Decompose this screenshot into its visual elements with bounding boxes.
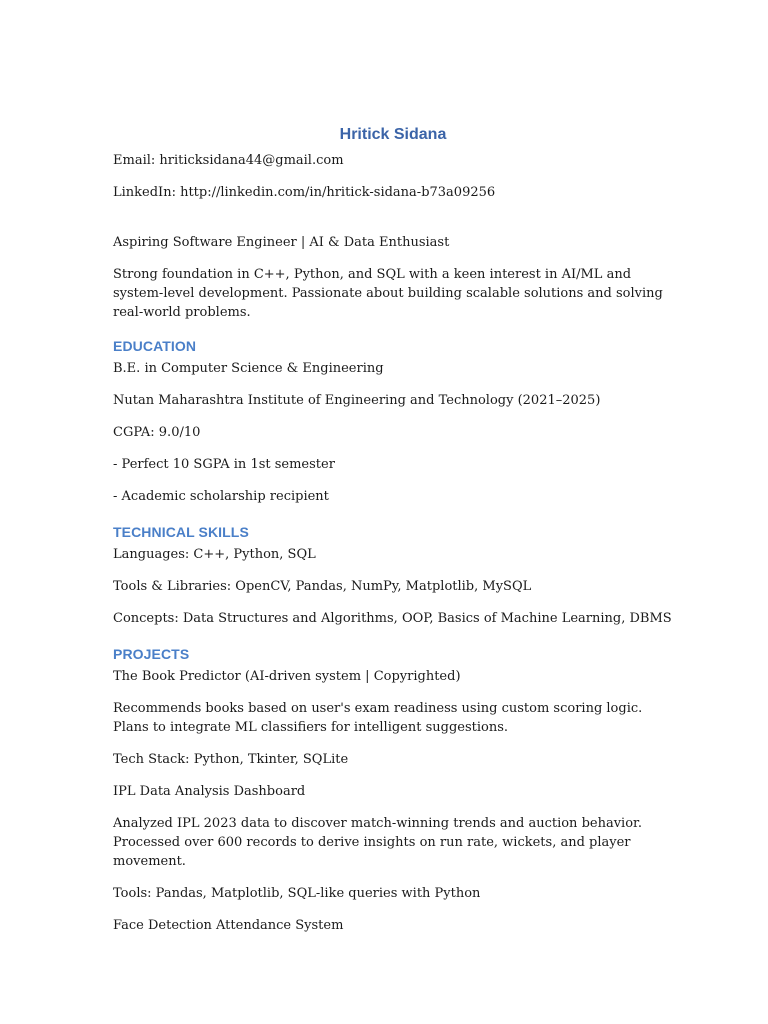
education-point-2: - Academic scholarship recipient: [113, 489, 329, 504]
skills-heading: TECHNICAL SKILLS: [113, 524, 249, 540]
education-cgpa: CGPA: 9.0/10: [113, 425, 201, 440]
project-2-title: IPL Data Analysis Dashboard: [113, 784, 306, 799]
education-heading: EDUCATION: [113, 338, 197, 354]
education-point-1: - Perfect 10 SGPA in 1st semester: [113, 457, 335, 472]
email-line: Email: hriticksidana44@gmail.com: [113, 153, 344, 168]
summary-tagline: Aspiring Software Engineer | AI & Data Enthusiast: [113, 235, 450, 250]
candidate-name: Hritick Sidana: [339, 126, 447, 143]
project-2-description: Analyzed IPL 2023 data to discover match-winning trends and auction behavior. Processed over 600 records to derive insights on run rate, wickets, and player movement.: [113, 816, 642, 869]
resume-document: [113, 124, 673, 948]
project-3-title: Face Detection Attendance System: [113, 918, 344, 933]
summary-text: Strong foundation in C++, Python, and SQL with a keen interest in AI/ML and system-level development. Passionate about building scalable solutions and solving real-world problems.: [113, 267, 663, 320]
project-2-tools: Tools: Pandas, Matplotlib, SQL-like queries with Python: [113, 886, 481, 901]
education-degree: B.E. in Computer Science & Engineering: [113, 361, 384, 376]
project-1-title: The Book Predictor (AI-driven system | Copyrighted): [113, 669, 461, 684]
skills-concepts: Concepts: Data Structures and Algorithms, OOP, Basics of Machine Learning, DBMS: [113, 611, 672, 626]
project-1-stack: Tech Stack: Python, Tkinter, SQLite: [113, 752, 349, 767]
education-institute: Nutan Maharashtra Institute of Engineering and Technology (2021–2025): [113, 393, 601, 408]
skills-languages: Languages: C++, Python, SQL: [113, 547, 316, 562]
skills-tools: Tools & Libraries: OpenCV, Pandas, NumPy, Matplotlib, MySQL: [113, 579, 532, 594]
linkedin-line: LinkedIn: http://linkedin.com/in/hritick-sidana-b73a09256: [113, 185, 496, 200]
projects-heading: PROJECTS: [113, 646, 190, 662]
project-1-description: Recommends books based on user's exam readiness using custom scoring logic. Plans to integrate ML classifiers for intelligent suggestions.: [113, 701, 643, 735]
